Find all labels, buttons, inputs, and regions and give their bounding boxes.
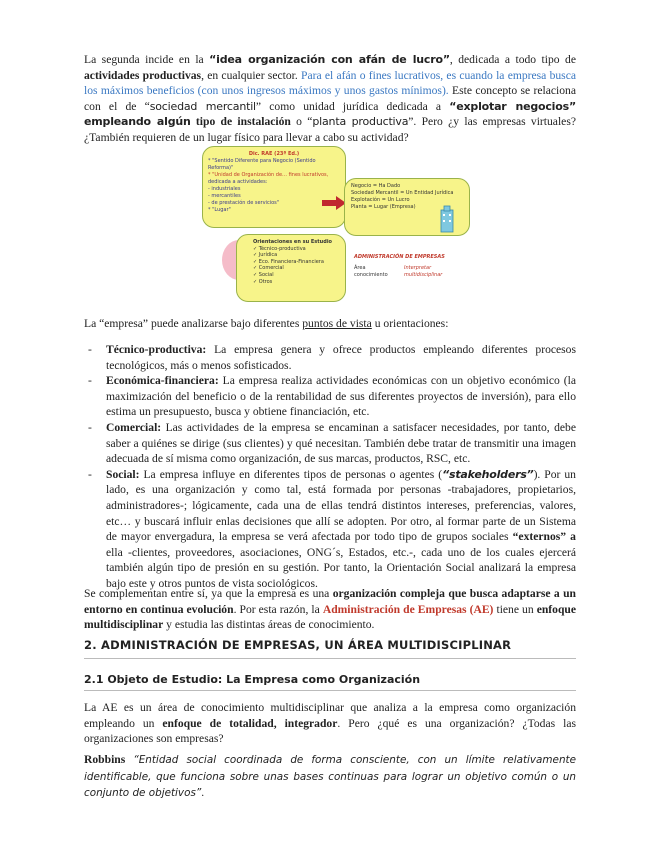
diagram-line: - industriales [208, 186, 241, 192]
diagram-line: Negocio = Ha Dado [351, 183, 401, 189]
diagram-admin-title: ADMINISTRACIÓN DE EMPRESAS [354, 254, 445, 260]
subsection-heading: 2.1 Objeto de Estudio: La Empresa como Organización [84, 673, 421, 686]
text-run: y estudia las distintas áreas de conocimiento. [163, 618, 375, 632]
bold-phrase: enfoque de totalidad, integrador [162, 716, 338, 730]
list-item-label: Técnico-productiva: [106, 343, 207, 356]
highlight-phrase: “idea organización con afán de lucro” [209, 53, 450, 66]
list-item [84, 420, 576, 467]
building-icon [438, 204, 456, 234]
list-dash: - [88, 374, 92, 388]
diagram-line: - de prestación de servicios" [208, 200, 280, 206]
diagram-line: ✓ Eco. Financiera-Financiera [253, 258, 324, 265]
list-dash: - [88, 343, 92, 356]
diagram-box-title: Dic. RAE (23ª Ed.) [248, 151, 300, 157]
diagram-line: * "Lugar" [208, 207, 231, 213]
diagram-line: - mercantiles [208, 193, 241, 199]
diagram-line: ✓ Técnico-productiva [253, 245, 306, 252]
text-run: u orientaciones: [371, 317, 449, 330]
highlight-phrase: “explotar negocios” empleando algún [84, 99, 576, 129]
diagram-item: Social [258, 271, 274, 278]
text-run: . Pero ¿qué es una organización? ¿Todas las organizaciones son empresas? [84, 716, 576, 746]
list-item-label: Económica-financiera: [106, 374, 219, 388]
list-item [84, 342, 576, 373]
diagram-admin-right: Interpretar [404, 265, 432, 271]
stakeholders-term: “stakeholders” [442, 467, 534, 481]
blue-sentence: Para el afán o fines lucrativos, es cuando la empresa busca los máximos beneficios (con unos ingresos máximos y unos gastos mínimos). [84, 68, 576, 98]
list-item-text: ). Por un lado, es una organización y como tal, está formada por personas -trabajadores, propietarios, administradores-; lógicamente, cada una de ellas tendrá distintos intereses, preferencias, valores, etc… y buscará influir enlas decisiones que allí se adopten. Por otro, al formar parte de un Sistema de mayor envergadura, la empresa se verá afectada por todo tipo de grupos sociales [106, 467, 576, 544]
diagram-admin-left: Área conocimiento [354, 265, 388, 278]
list-item-text: La empresa genera y ofrece productos empleando diferentes procesos tecnológicos, más o menos sofisticados. [106, 343, 576, 372]
section-heading: 2. ADMINISTRACIÓN DE EMPRESAS, UN ÁREA MULTIDISCIPLINAR [84, 638, 512, 652]
diagram-item: Jurídica [258, 252, 278, 259]
text-run: La AE es un área de conocimiento multidisciplinar que analiza a la empresa como organización empleando un [84, 701, 576, 730]
diagram-line: ✓ Otros [253, 278, 273, 285]
diagram-box-rae [202, 146, 346, 228]
text-run: tiene un [493, 602, 537, 616]
ae-paragraph [84, 700, 576, 747]
diagram-item: Técnico-productiva [258, 245, 306, 252]
diagram-admin-right: multidisciplinar [404, 272, 443, 278]
list-item [84, 467, 576, 592]
diagram-admin-note [354, 254, 470, 279]
arrow-right-icon [322, 196, 346, 210]
orientations-list [84, 342, 576, 592]
text-run: , en cualquier sector. [201, 68, 302, 82]
list-item-text: La empresa influye en diferentes tipos de personas o agentes ( [139, 467, 443, 481]
text-run: . [201, 786, 205, 800]
text-run: ”. Pero ¿y las empresas virtuales? ¿También requieren de un lugar físico para llevar a cabo su actividad? [84, 115, 576, 144]
author-name: Robbins [84, 753, 126, 766]
diagram-line: Planta = Lugar (Empresa) [351, 204, 416, 210]
diagram-line: * "Sentido Diferente para Negocio (Sentido Reforma)" [208, 158, 316, 171]
text-run: ” como unidad jurídica dedicada a [255, 99, 450, 113]
text-run: . Por esta razón, la [233, 602, 323, 616]
orientations-intro [84, 316, 576, 332]
text-run: Este concepto se relaciona con el de “ [84, 84, 576, 113]
red-term: Administración de Empresas (AE) [322, 602, 494, 616]
bold-phrase: “externos” a [512, 530, 576, 544]
robbins-definition [84, 752, 576, 802]
diagram-item: Otros [258, 278, 273, 285]
text-run: o “ [290, 115, 313, 129]
intro-paragraph [84, 52, 576, 146]
list-item-text: La empresa realiza actividades económicas con un objetivo económico (la maximización del beneficio o de la rentabilidad de sus diferentes proyectos de inversión), para ello estima un presupuesto, busca y obtiene financiación, etc. [106, 374, 576, 419]
diagram-line: ✓ Jurídica [253, 252, 278, 259]
diagram-line: ✓ Comercial [253, 265, 284, 272]
concept-diagram [202, 146, 470, 302]
diagram-box-orientaciones [236, 234, 346, 302]
text-run: La “empresa” puede analizarse bajo diferentes [84, 317, 303, 330]
list-dash: - [88, 467, 92, 481]
diagram-line: * "Unidad de Organización de… fines lucrativos, [208, 172, 329, 178]
diagram-line: Explotación = Un Lucro [351, 197, 410, 203]
list-item-text: Las actividades de la empresa se encaminan a satisfacer necesidades, por tanto, debe saber a quiénes se dirige (sus clientes) y qué necesitan. También debe tratar de transmitir una imagen adecuada de sí misma como organización, de sus marcas, productos, RSC, etc. [106, 420, 576, 466]
list-item-label: Social: [106, 467, 140, 481]
list-item-text: ella -clientes, proveedores, asociaciones, ONG´s, Estados, etc.-, cada uno de los cuales ejercerá también algún tipo de presión en su gestión. Por tanto, la Orientación Social analizará la empresa bajo este y otros puntos de vista sociológicos. [106, 545, 576, 590]
heading-rule [84, 658, 576, 659]
text-run: La segunda incide en la [84, 53, 210, 66]
list-item [84, 373, 576, 420]
definition-quote: “Entidad social coordinada de forma consciente, con un límite relativamente identificable, que funciona sobre unas bases continuas para lograr un objetivo común o un conjunto de objetivos” [84, 754, 576, 800]
diagram-line: ✓ Social [253, 271, 274, 278]
bold-phrase: tipo de instalación [190, 115, 291, 129]
handwritten-term: planta productiva [312, 115, 409, 129]
diagram-item: Comercial [258, 265, 284, 272]
text-run: Se complementan entre sí, ya que la empresa es una [84, 587, 333, 600]
list-dash: - [88, 420, 92, 434]
heading-rule [84, 690, 576, 691]
diagram-box-title: Orientaciones en su Estudio [253, 239, 332, 245]
diagram-line: Sociedad Mercantil = Un Entidad Jurídica [351, 190, 454, 196]
diagram-item: Eco. Financiera-Financiera [258, 258, 324, 265]
underlined-phrase: puntos de vista [302, 317, 372, 330]
list-item-label: Comercial: [106, 420, 162, 434]
bold-phrase: actividades productivas [84, 68, 202, 82]
bold-phrase: enfoque multidisciplinar [84, 602, 576, 632]
text-run: , dedicada a todo tipo de [449, 53, 576, 66]
bold-phrase: organización compleja que busca adaptarse a un entorno en continua evolución [84, 587, 577, 616]
complement-paragraph [84, 586, 576, 633]
diagram-line: dedicada a actividades: [208, 179, 268, 185]
handwritten-term: sociedad mercantil [149, 99, 256, 113]
